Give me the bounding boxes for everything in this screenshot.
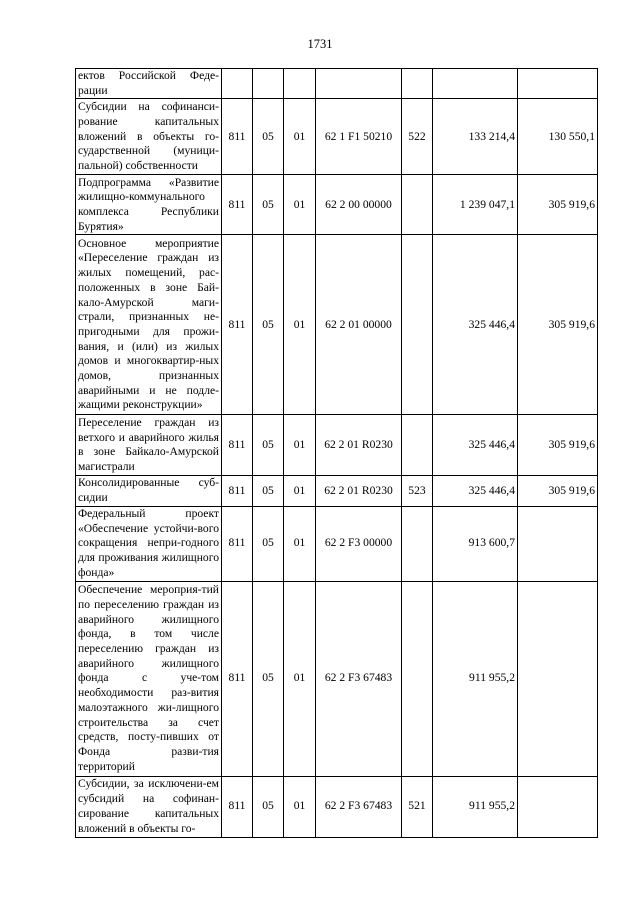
subsection-code: 01	[284, 99, 316, 175]
target-article-code: 62 2 00 00000	[316, 175, 402, 235]
amount-first-year: 133 214,4	[433, 99, 518, 175]
target-article-code	[316, 69, 402, 99]
ministry-code: 811	[222, 476, 253, 506]
row-name: Переселение граждан из ветхого и аварийного жилья в зоне Байкало-Амурской магистрали	[76, 415, 222, 476]
target-article-code: 62 2 F3 00000	[316, 506, 402, 581]
table-row	[76, 415, 598, 476]
amount-second-year	[518, 69, 598, 99]
expense-type-code: 523	[402, 476, 433, 506]
table-row	[76, 69, 598, 99]
row-name: Консолидированные суб-сидии	[76, 476, 222, 506]
amount-first-year: 325 446,4	[433, 476, 518, 506]
target-article-code: 62 2 01 00000	[316, 235, 402, 415]
section-code	[253, 69, 284, 99]
ministry-code: 811	[222, 99, 253, 175]
row-name: Обеспечение мероприя-тий по переселению граждан из аварийного жилищного фонда, в том числе переселению граждан из аварийного жилищного фонда с уче-том необходимости раз-вития малоэтажного жи-лищного строительства за счет средств, посту-пивших от Фонда разви-тия территорий	[76, 581, 222, 776]
target-article-code: 62 1 F1 50210	[316, 99, 402, 175]
expense-type-code: 521	[402, 776, 433, 837]
subsection-code: 01	[284, 476, 316, 506]
subsection-code: 01	[284, 175, 316, 235]
amount-first-year: 913 600,7	[433, 506, 518, 581]
target-article-code: 62 2 F3 67483	[316, 581, 402, 776]
section-code: 05	[253, 581, 284, 776]
section-code: 05	[253, 476, 284, 506]
ministry-code: 811	[222, 175, 253, 235]
section-code: 05	[253, 235, 284, 415]
subsection-code: 01	[284, 581, 316, 776]
amount-first-year: 325 446,4	[433, 235, 518, 415]
table-row	[76, 235, 598, 415]
amount-first-year: 1 239 047,1	[433, 175, 518, 235]
expense-type-code: 522	[402, 99, 433, 175]
expense-type-code	[402, 69, 433, 99]
section-code: 05	[253, 506, 284, 581]
expense-type-code	[402, 235, 433, 415]
table-row	[76, 506, 598, 581]
table-row	[76, 776, 598, 837]
row-name: Основное мероприятие «Переселение граждан из жилых помещений, рас-положенных в зоне Бай-кало-Амурской маги-страли, признанных не-пригодными для прожи-вания, и (или) из жилых домов и многоквартир-ных домов, признанных аварийными и не подле-жащими реконструкции»	[76, 235, 222, 415]
subsection-code: 01	[284, 235, 316, 415]
budget-table	[75, 68, 598, 838]
expense-type-code	[402, 415, 433, 476]
section-code: 05	[253, 776, 284, 837]
table-row	[76, 99, 598, 175]
amount-first-year: 325 446,4	[433, 415, 518, 476]
amount-second-year: 305 919,6	[518, 476, 598, 506]
target-article-code: 62 2 01 R0230	[316, 415, 402, 476]
page-number: 1731	[307, 37, 333, 51]
table-row	[76, 476, 598, 506]
expense-type-code	[402, 506, 433, 581]
target-article-code: 62 2 01 R0230	[316, 476, 402, 506]
subsection-code	[284, 69, 316, 99]
row-name: Федеральный проект «Обеспечение устойчи-вого сокращения непри-годного для проживания жилищного фонда»	[76, 506, 222, 581]
target-article-code: 62 2 F3 67483	[316, 776, 402, 837]
amount-second-year	[518, 506, 598, 581]
amount-second-year: 130 550,1	[518, 99, 598, 175]
row-name: Подпрограмма «Развитие жилищно-коммунального комплекса Республики Бурятия»	[76, 175, 222, 235]
amount-first-year: 911 955,2	[433, 581, 518, 776]
section-code: 05	[253, 415, 284, 476]
row-name: Субсидии на софинанси-рование капитальных вложений в объекты го-сударственной (муници-пальной) собственности	[76, 99, 222, 175]
amount-second-year	[518, 581, 598, 776]
amount-second-year: 305 919,6	[518, 235, 598, 415]
amount-first-year: 911 955,2	[433, 776, 518, 837]
expense-type-code	[402, 175, 433, 235]
amount-second-year	[518, 776, 598, 837]
subsection-code: 01	[284, 415, 316, 476]
ministry-code: 811	[222, 506, 253, 581]
ministry-code: 811	[222, 776, 253, 837]
section-code: 05	[253, 175, 284, 235]
amount-first-year	[433, 69, 518, 99]
ministry-code	[222, 69, 253, 99]
amount-second-year: 305 919,6	[518, 415, 598, 476]
amount-second-year: 305 919,6	[518, 175, 598, 235]
ministry-code: 811	[222, 235, 253, 415]
table-row	[76, 581, 598, 776]
row-name: Субсидии, за исключени-ем субсидий на софинан-сирование капитальных вложений в объекты го-	[76, 776, 222, 837]
section-code: 05	[253, 99, 284, 175]
ministry-code: 811	[222, 415, 253, 476]
row-name: ектов Российской Феде-рации	[76, 69, 222, 99]
subsection-code: 01	[284, 776, 316, 837]
subsection-code: 01	[284, 506, 316, 581]
ministry-code: 811	[222, 581, 253, 776]
expense-type-code	[402, 581, 433, 776]
table-row	[76, 175, 598, 235]
